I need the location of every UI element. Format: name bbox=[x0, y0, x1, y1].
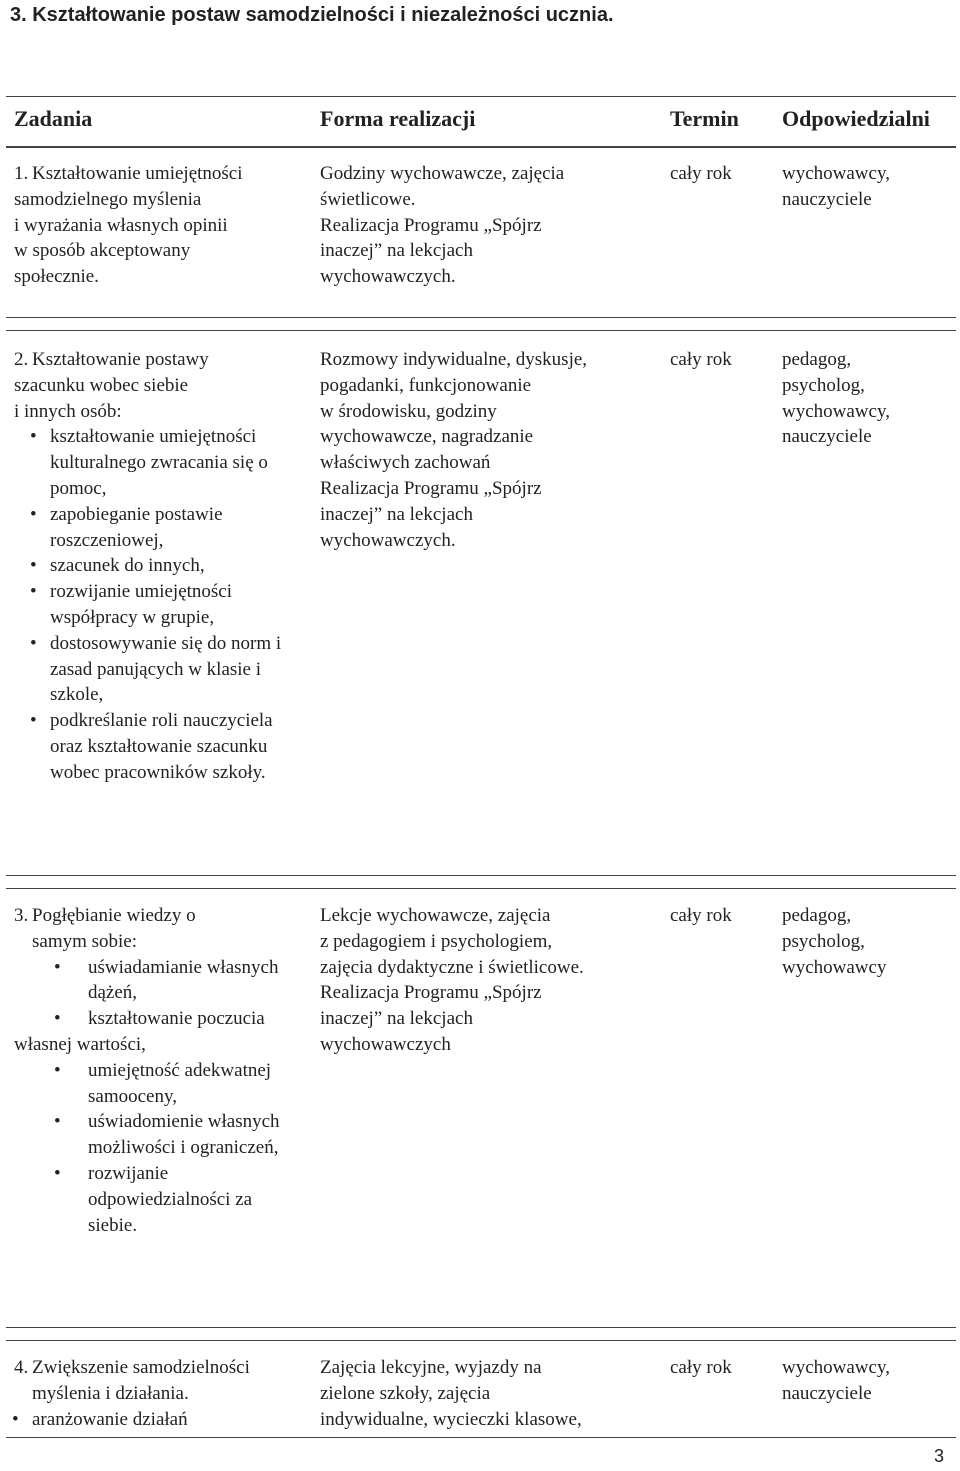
list-item: • rozwijanie odpowiedzialności za siebie. bbox=[54, 1162, 253, 1236]
task-line: myślenia i działania. bbox=[32, 1382, 189, 1404]
list-item: • aranżowanie działań bbox=[0, 1407, 304, 1433]
form-line: w środowisku, godziny bbox=[320, 400, 497, 422]
task-line: Kształtowanie umiejętności bbox=[32, 163, 243, 184]
form-cell bbox=[320, 903, 650, 1058]
form-line: Rozmowy indywidualne, dyskusje, bbox=[320, 349, 588, 370]
list-item: • uświadomienie własnych możliwości i ograniczeń, bbox=[54, 1111, 280, 1159]
responsible-line: wychowawcy, bbox=[782, 400, 890, 422]
task-line: i wyrażania własnych opinii bbox=[14, 214, 228, 236]
form-line: Godziny wychowawcze, zajęcia bbox=[320, 163, 565, 184]
task-line: w sposób akceptowany bbox=[14, 240, 191, 262]
form-line: Realizacja Programu „Spójrz bbox=[320, 477, 542, 499]
list-item: • dostosowywanie się do norm i zasad panujących w klasie i szkole, bbox=[14, 631, 304, 708]
responsible-line: wychowawcy bbox=[782, 956, 887, 978]
responsible-line: nauczyciele bbox=[782, 188, 872, 210]
term-cell: cały rok bbox=[670, 163, 732, 184]
form-line: inaczej” na lekcjach bbox=[320, 240, 473, 262]
responsible-cell bbox=[782, 903, 952, 980]
form-line: właściwych zachowań bbox=[320, 452, 491, 474]
section-heading: 3. Kształtowanie postaw samodzielności i niezależności ucznia. bbox=[10, 4, 614, 26]
form-line: wychowawczych bbox=[320, 1033, 451, 1055]
list-item: • zapobieganie postawie roszczeniowej, bbox=[14, 502, 304, 554]
form-line: inaczej” na lekcjach bbox=[320, 503, 473, 525]
task-cell bbox=[14, 903, 304, 1238]
term-cell: cały rok bbox=[670, 1357, 732, 1378]
list-item: • kształtowanie umiejętności kulturalnego zwracania się o pomoc, bbox=[14, 424, 304, 501]
form-line: wychowawcze, nagradzanie bbox=[320, 426, 534, 448]
form-line: z pedagogiem i psychologiem, bbox=[320, 930, 553, 952]
responsible-line: psycholog, bbox=[782, 374, 865, 396]
col-header-term: Termin bbox=[670, 106, 739, 131]
responsible-line: psycholog, bbox=[782, 930, 865, 952]
col-header-form: Forma realizacji bbox=[320, 106, 476, 131]
list-item: • kształtowanie poczucia bbox=[54, 1008, 265, 1030]
task-number: 1. bbox=[14, 163, 29, 184]
responsible-line: wychowawcy, bbox=[782, 163, 890, 184]
task-number: 4. bbox=[14, 1357, 29, 1378]
form-line: pogadanki, funkcjonowanie bbox=[320, 374, 532, 396]
table-row bbox=[6, 330, 956, 876]
task-line: Zwiększenie samodzielności bbox=[32, 1357, 250, 1378]
responsible-line: pedagog, bbox=[782, 349, 852, 370]
form-line: świetlicowe. bbox=[320, 188, 416, 210]
task-cell bbox=[14, 1355, 304, 1432]
list-item: • podkreślanie roli nauczyciela oraz kształtowanie szacunku wobec pracowników szkoły. bbox=[14, 708, 304, 785]
list-item-continuation: własnej wartości, bbox=[14, 1033, 146, 1055]
form-line: Zajęcia lekcyjne, wyjazdy na bbox=[320, 1357, 542, 1378]
responsible-line: nauczyciele bbox=[782, 426, 872, 448]
list-item: • uświadamianie własnych dążeń, bbox=[54, 956, 279, 1004]
form-cell bbox=[320, 161, 650, 290]
task-line: Pogłębianie wiedzy o bbox=[32, 905, 196, 926]
task-line: i innych osób: bbox=[14, 400, 122, 422]
form-line: Realizacja Programu „Spójrz bbox=[320, 214, 542, 236]
term-cell: cały rok bbox=[670, 349, 732, 370]
task-number: 2. bbox=[14, 349, 29, 370]
responsible-cell bbox=[782, 347, 952, 450]
responsible-cell bbox=[782, 161, 952, 213]
task-line: społecznie. bbox=[14, 266, 99, 288]
list-item: • rozwijanie umiejętności współpracy w grupie, bbox=[14, 579, 304, 631]
form-line: zajęcia dydaktyczne i świetlicowe. bbox=[320, 956, 584, 978]
task-line: Kształtowanie postawy bbox=[32, 349, 209, 370]
responsible-cell bbox=[782, 1355, 952, 1407]
task-cell bbox=[14, 161, 304, 290]
form-line: Lekcje wychowawcze, zajęcia bbox=[320, 905, 551, 926]
responsible-line: pedagog, bbox=[782, 905, 852, 926]
table-row bbox=[6, 1340, 956, 1438]
col-header-tasks: Zadania bbox=[14, 106, 93, 131]
form-cell bbox=[320, 347, 650, 553]
form-line: wychowawczych. bbox=[320, 529, 456, 551]
task-cell bbox=[14, 347, 304, 786]
task-number: 3. bbox=[14, 905, 29, 926]
form-line: zielone szkoły, zajęcia bbox=[320, 1382, 491, 1404]
form-line: inaczej” na lekcjach bbox=[320, 1008, 473, 1030]
task-bullets bbox=[14, 424, 304, 785]
table-row bbox=[6, 146, 956, 318]
responsible-line: nauczyciele bbox=[782, 1382, 872, 1404]
table-header bbox=[6, 96, 956, 148]
task-line: szacunku wobec siebie bbox=[14, 374, 189, 396]
form-line: wychowawczych. bbox=[320, 266, 456, 288]
term-cell: cały rok bbox=[670, 905, 732, 926]
list-item: • szacunek do innych, bbox=[14, 553, 304, 579]
form-line: indywidualne, wycieczki klasowe, bbox=[320, 1408, 582, 1430]
task-bullets bbox=[0, 1407, 304, 1433]
table-row bbox=[6, 888, 956, 1328]
form-line: Realizacja Programu „Spójrz bbox=[320, 982, 542, 1004]
form-cell bbox=[320, 1355, 650, 1432]
page-number: 3 bbox=[933, 1446, 944, 1466]
task-line: samym sobie: bbox=[32, 930, 138, 952]
list-item: • umiejętność adekwatnej samooceny, bbox=[54, 1059, 272, 1107]
task-line: samodzielnego myślenia bbox=[14, 188, 202, 210]
responsible-line: wychowawcy, bbox=[782, 1357, 890, 1378]
col-header-responsible: Odpowiedzialni bbox=[782, 106, 930, 131]
